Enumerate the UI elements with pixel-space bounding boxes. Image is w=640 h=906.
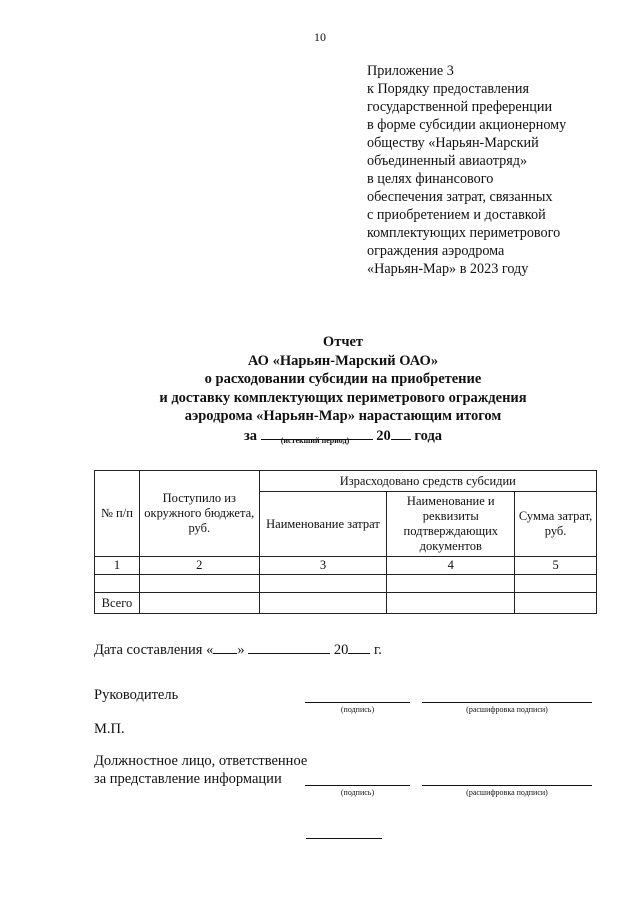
title-line: Отчет	[322, 334, 364, 350]
appendix-line: с приобретением и доставкой	[367, 207, 546, 223]
title-line: АО «Нарьян-Марский ОАО»	[247, 352, 439, 369]
table-cell	[515, 593, 597, 614]
title-line: о расходовании субсидии на приобретение	[204, 371, 482, 388]
day-blank	[213, 640, 237, 654]
official-decoding-line	[422, 785, 592, 786]
total-row	[95, 593, 597, 614]
appendix-line: Приложение 3	[367, 63, 454, 79]
appendix-line: в форме субсидии акционерному	[367, 117, 567, 133]
appendix-line: в целях финансового	[367, 171, 494, 187]
head-signature-note: (подпись)	[340, 705, 375, 714]
appendix-line: ограждения аэродрома	[367, 243, 505, 259]
table-cell	[95, 575, 140, 593]
stamp-label: М.П.	[94, 721, 125, 737]
official-signature-line	[305, 785, 410, 786]
col-number: 5	[515, 557, 597, 575]
col-number: 4	[387, 557, 515, 575]
col-number: 2	[139, 557, 259, 575]
report-table	[94, 470, 597, 614]
table-row	[95, 575, 597, 593]
header-expense-name: Наименование затрат	[259, 492, 387, 557]
date-line	[94, 640, 382, 659]
head-decoding-note: (расшифровка подписи)	[466, 705, 548, 714]
date-close-quote: »	[237, 642, 245, 658]
period-note: (истекший период)	[280, 436, 350, 445]
official-label-line2: за представление информации	[94, 771, 282, 787]
report-title	[120, 333, 566, 446]
head-decoding-line	[422, 702, 592, 703]
table-cell	[387, 575, 515, 593]
year-blank	[391, 426, 411, 440]
official-label-line1: Должностное лицо, ответственное	[94, 753, 308, 769]
appendix-line: комплектующих периметрового	[367, 225, 561, 241]
table-cell	[259, 575, 387, 593]
head-signature-line	[305, 702, 410, 703]
official-signature-note: (подпись)	[340, 788, 375, 797]
month-blank	[248, 640, 330, 654]
appendix-line: «Нарьян-Мар» в 2023 году	[367, 261, 529, 277]
table-cell	[387, 593, 515, 614]
period-suffix: года	[414, 427, 443, 444]
col-number: 1	[95, 557, 140, 575]
total-label: Всего	[95, 593, 140, 614]
page-number: 10	[314, 30, 326, 44]
footer-divider	[306, 838, 382, 839]
header-received: Поступило из окружного бюджета, руб.	[139, 471, 259, 557]
header-num: № п/п	[95, 471, 140, 557]
appendix-block	[367, 62, 637, 278]
table-cell	[139, 575, 259, 593]
table-cell	[515, 575, 597, 593]
appendix-line: обществу «Нарьян-Марский	[367, 135, 539, 151]
appendix-line: к Порядку предоставления	[367, 81, 529, 97]
head-label: Руководитель	[94, 687, 179, 703]
date-label: Дата составления «	[94, 642, 214, 658]
header-sum: Сумма затрат, руб.	[515, 492, 597, 557]
title-line: аэродрома «Нарьян-Мар» нарастающим итогом	[184, 408, 502, 425]
header-spent-group: Израсходовано средств субсидии	[259, 471, 596, 492]
header-documents: Наименование и реквизиты подтверждающих документов	[387, 492, 515, 557]
period-prefix: за	[243, 427, 258, 444]
col-number: 3	[259, 557, 387, 575]
appendix-line: объединенный авиаотряд»	[367, 153, 528, 169]
table-cell	[259, 593, 387, 614]
date-year: 20	[333, 642, 349, 658]
official-decoding-note: (расшифровка подписи)	[466, 788, 548, 797]
date-suffix: г.	[373, 642, 382, 658]
year-blank	[348, 640, 370, 654]
period-year: 20	[376, 427, 391, 444]
title-line: и доставку комплектующих периметрового ограждения	[159, 389, 527, 406]
appendix-line: обеспечения затрат, связанных	[367, 189, 553, 205]
table-cell	[139, 593, 259, 614]
appendix-line: государственной преференции	[367, 99, 553, 115]
